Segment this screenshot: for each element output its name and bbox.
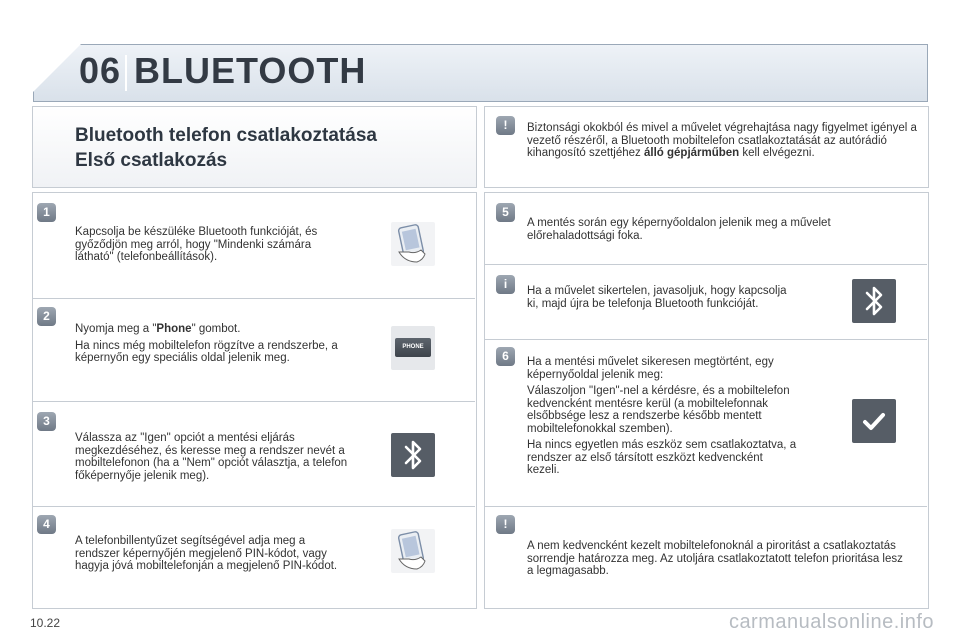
phone-button-icon — [391, 326, 435, 370]
step-3-text — [75, 432, 350, 486]
checkmark-icon — [852, 399, 896, 443]
bluetooth-icon — [391, 433, 435, 477]
step-6-badge: 6 — [496, 347, 515, 366]
step-2-text-after: " gombot. — [191, 323, 241, 335]
section-title: Bluetooth telefon csatlakoztatása — [75, 125, 377, 146]
divider — [33, 298, 475, 299]
step-6-paragraph-2: Válaszoljon "Igen"-nel a kérdésre, és a mobiltelefon kedvencként mentésre kerül (a mobiltelefonnak elsőbbsége lesz a rendszerbe később mentett mobiltelefonokkal szemben). — [527, 385, 790, 435]
step-2-paragraph-2: Ha nincs még mobiltelefon rögzítve a rendszerbe, a képernyőn egy speciális oldal jelenik meg. — [75, 339, 338, 364]
watermark: carmanualsonline.info — [728, 611, 934, 633]
divider — [485, 339, 927, 340]
step-4-badge: 4 — [37, 515, 56, 534]
step-4-text — [75, 535, 350, 577]
phone-hand-icon — [391, 222, 435, 266]
info-paragraph: Ha a művelet sikertelen, javasoljuk, hogy kapcsolja ki, majd újra be telefonja Bluetooth funkcióját. — [527, 285, 787, 310]
chapter-title: BLUETOOTH — [134, 50, 367, 91]
warning-text-bold: álló gépjárműben — [644, 147, 740, 159]
info-badge: i — [496, 275, 515, 294]
step-2-text-before: Nyomja meg a " — [75, 323, 157, 335]
warning-bottom-paragraph: A nem kedvencként kezelt mobiltelefonoknál a piroritást a csatlakoztatás sorrendje határozza meg. Az utoljára csatlakoztatott telefon prioritása lesz a legmagasabb. — [527, 540, 903, 577]
step-6-text — [527, 356, 797, 481]
step-2-paragraph-1 — [75, 323, 345, 336]
warning-badge: ! — [496, 116, 515, 135]
step-3-badge: 3 — [37, 412, 56, 431]
step-1-badge: 1 — [37, 203, 56, 222]
warning-text-after: kell elvégezni. — [739, 147, 815, 159]
title-panel — [32, 106, 477, 188]
divider — [485, 506, 927, 507]
phone-hand-icon — [391, 529, 435, 573]
divider — [485, 264, 927, 265]
section-subtitle: Első csatlakozás — [75, 150, 228, 171]
step-6-paragraph-3: Ha nincs egyetlen más eszköz sem csatlakoztatva, a rendszer az első társított eszközt kedvencként kezeli. — [527, 439, 797, 476]
step-5-paragraph: A mentés során egy képernyőoldalon jelenik meg a művelet előrehaladottsági foka. — [527, 217, 831, 242]
chapter-number: 06 — [79, 50, 122, 91]
warning-bottom-text — [527, 540, 912, 582]
page-number: 10.22 — [30, 616, 61, 630]
step-2-badge: 2 — [37, 307, 56, 326]
divider — [33, 506, 475, 507]
step-1-paragraph: Kapcsolja be készüléke Bluetooth funkcióját, és győződjön meg arról, hogy "Mindenki számára látható" (telefonbeállítások). — [75, 226, 318, 263]
step-3-paragraph: Válassza az "Igen" opciót a mentési eljárás megkezdéséhez, és keresse meg a rendszer nevét a mobiltelefonon (ha a "Nem" opciót választja, a telefon főképernyője jelenik meg). — [75, 432, 348, 482]
warning-top-text — [527, 122, 917, 160]
step-5-text — [527, 217, 907, 246]
bluetooth-icon — [852, 279, 896, 323]
step-1-text — [75, 226, 345, 268]
divider — [33, 401, 475, 402]
warning-text-before: Biztonsági okokból és mivel a művelet végrehajtása nagy figyelmet igényel a vezető részéről, a Bluetooth mobiltelefon csatlakoztatását az autórádió kihangosító szettjéhez — [527, 122, 917, 159]
step-6-paragraph-1: Ha a mentési művelet sikeresen megtörtént, egy képernyőoldal jelenik meg: — [527, 356, 774, 381]
warning-bottom-badge: ! — [496, 515, 515, 534]
step-2-text-bold: Phone — [156, 323, 192, 335]
step-2-text — [75, 323, 345, 369]
phone-button-label: PHONE — [395, 338, 431, 357]
chapter-divider — [125, 55, 127, 91]
step-4-paragraph: A telefonbillentyűzet segítségével adja meg a rendszer képernyőjén megjelenő PIN-kódot, vagy hagyja jóvá mobiltelefonján a megjelenő PIN-kódot. — [75, 535, 338, 572]
step-5-badge: 5 — [496, 203, 515, 222]
info-text — [527, 285, 797, 314]
